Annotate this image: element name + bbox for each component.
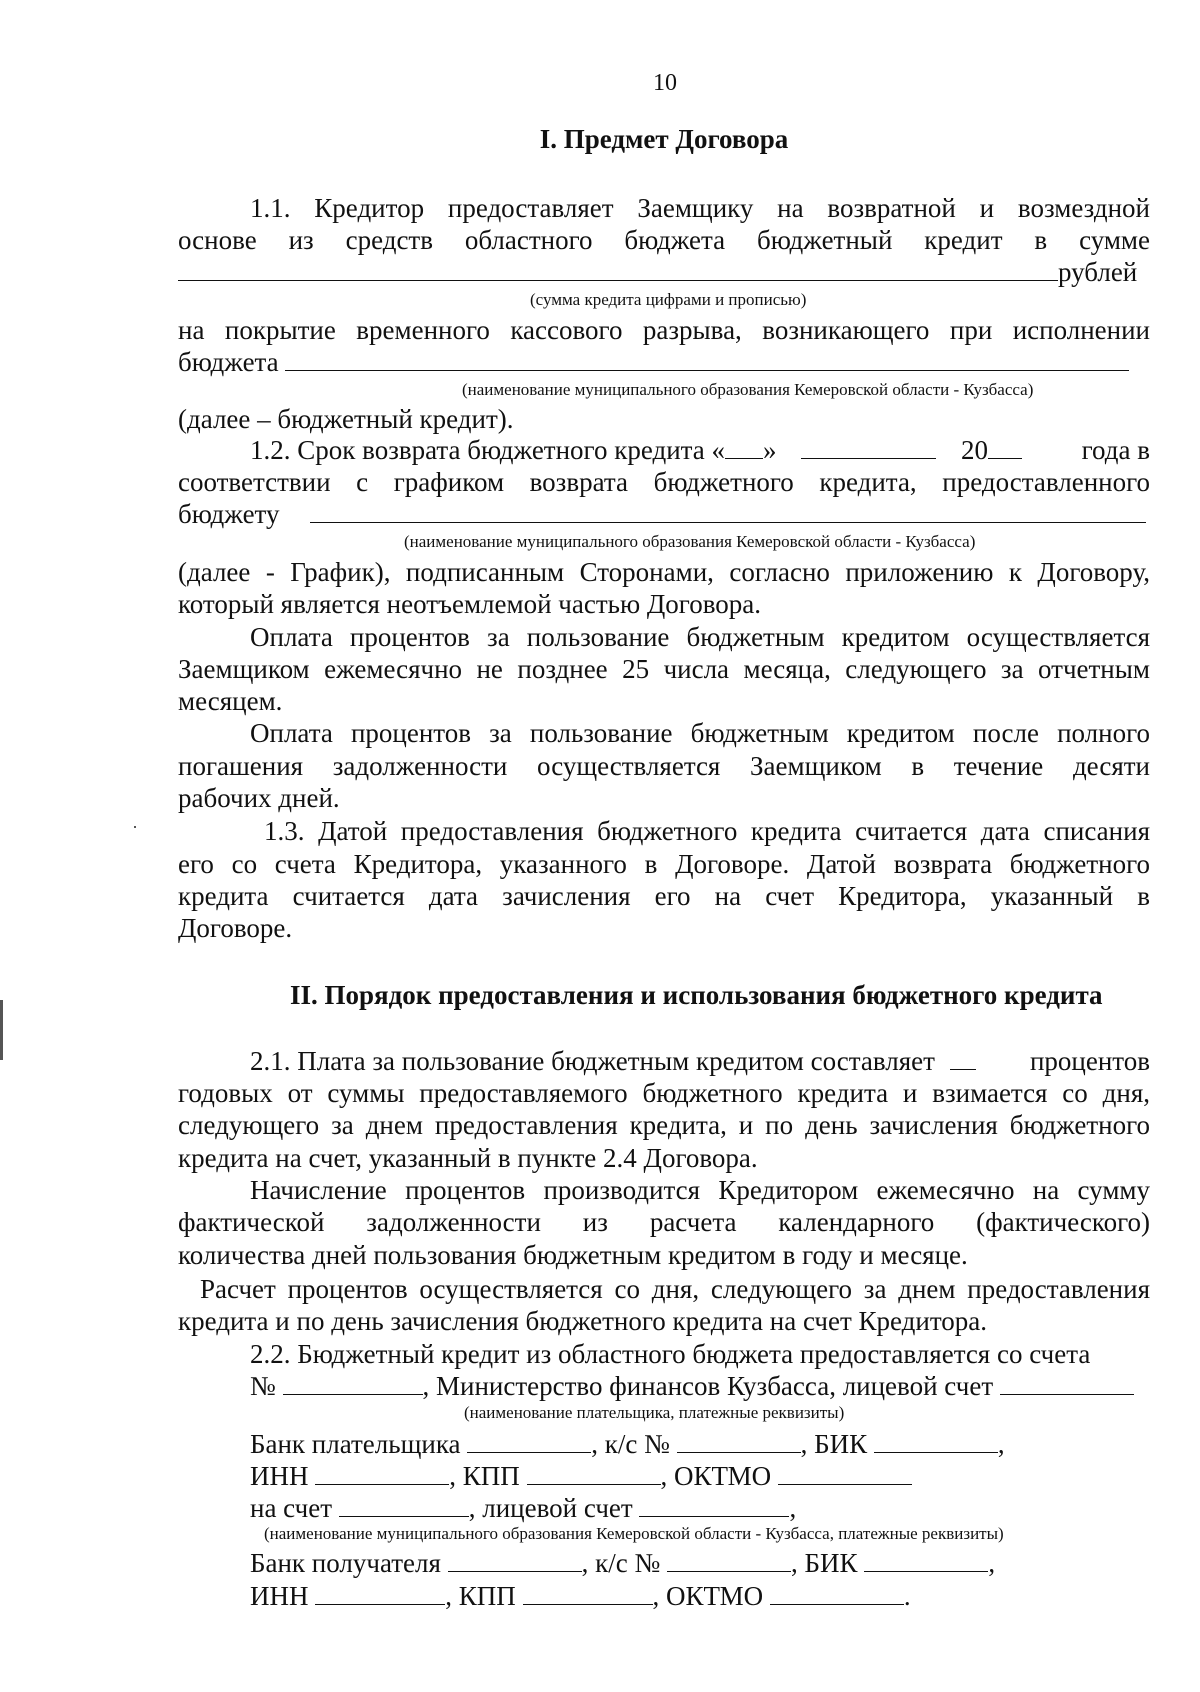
recipient-bank-label: Банк получателя bbox=[250, 1548, 441, 1578]
payer-oktmo-blank bbox=[778, 1462, 912, 1485]
recipient-oktmo-blank bbox=[770, 1582, 904, 1605]
para-1-5-line-1: 1.3. Датой предоставления бюджетного кредита считается дата списания bbox=[264, 816, 1150, 846]
para-1-1-line-6: (далее – бюджетный кредит). bbox=[178, 404, 514, 434]
para-1-1-line-4: на покрытие временного кассового разрыва, возникающего при исполнении bbox=[178, 315, 1150, 345]
payer-ks-label: , к/с № bbox=[591, 1429, 670, 1459]
recipient-comma: , bbox=[789, 1493, 797, 1523]
para-2-3-line-1: Расчет процентов осуществляется со дня, следующего за днем предоставления bbox=[200, 1274, 1150, 1304]
para-1-5-line-3: кредита считается дата зачисления его на счет Кредитора, указанный в bbox=[178, 881, 1150, 911]
payer-account-line bbox=[250, 1370, 1150, 1402]
recipient-comma-2: , bbox=[988, 1548, 996, 1578]
para-2-2-line-1: Начисление процентов производится Кредитором ежемесячно на сумму bbox=[250, 1175, 1150, 1205]
para-1-2-line-4: (далее - График), подписанным Сторонами, согласно приложению к Договору, bbox=[178, 557, 1150, 587]
para-1-4-line-2: погашения задолженности осуществляется Заемщиком в течение десяти bbox=[178, 751, 1150, 781]
payer-ks-blank bbox=[677, 1430, 801, 1453]
budget-blank bbox=[285, 348, 1129, 371]
payer-bank-line bbox=[250, 1428, 1150, 1460]
payer-bik-label: , БИК bbox=[800, 1429, 868, 1459]
recipient-oktmo-label: , ОКТМО bbox=[652, 1581, 764, 1611]
recipient-bank-blank bbox=[448, 1549, 582, 1572]
payer-personal-account-blank bbox=[1000, 1372, 1134, 1395]
recipient-kpp-label: , КПП bbox=[445, 1581, 516, 1611]
para-1-1-line-1: 1.1. Кредитор предоставляет Заемщику на возвратной и возмездной bbox=[250, 193, 1150, 223]
payer-inn-label: ИНН bbox=[250, 1461, 309, 1491]
section-1-heading: I. Предмет Договора bbox=[539, 124, 789, 154]
payer-bik-blank bbox=[874, 1430, 998, 1453]
para-1-2-line-5: который является неотъемлемой частью Договора. bbox=[178, 589, 761, 619]
year-blank bbox=[988, 436, 1022, 459]
term-label: 1.2. Срок возврата бюджетного кредита « bbox=[250, 435, 726, 465]
payer-inn-line bbox=[250, 1460, 1150, 1492]
para-1-5-line-2: его со счета Кредитора, указанного в Договоре. Датой возврата бюджетного bbox=[178, 849, 1150, 879]
para-2-1-line-4: кредита на счет, указанный в пункте 2.4 Договора. bbox=[178, 1143, 758, 1173]
budget-to-label: бюджету bbox=[178, 499, 280, 529]
recipient-bik-blank bbox=[864, 1549, 988, 1572]
percent-blank bbox=[950, 1047, 976, 1070]
number-sign: № bbox=[250, 1371, 276, 1401]
payer-bank-label: Банк плательщика bbox=[250, 1429, 461, 1459]
year-prefix: 20 bbox=[961, 435, 989, 465]
para-1-3-line-3: месяцем. bbox=[178, 686, 283, 716]
para-2-1-line-3: следующего за днем предоставления кредита, и по день зачисления бюджетного bbox=[178, 1110, 1150, 1140]
recipient-caption: (наименование муниципального образования Кемеровской области - Кузбасса, платежные реквизиты) bbox=[264, 1524, 1004, 1543]
percent-label: процентов bbox=[1029, 1046, 1150, 1076]
payer-caption: (наименование плательщика, платежные реквизиты) bbox=[464, 1403, 845, 1422]
para-1-2-line-2: соответствии с графиком возврата бюджетного кредита, предоставленного bbox=[178, 467, 1150, 497]
page-number: 10 bbox=[653, 70, 677, 96]
budget-to-blank bbox=[310, 500, 1146, 523]
scan-speck bbox=[134, 826, 136, 828]
amount-blank bbox=[178, 258, 1058, 281]
final-period: . bbox=[903, 1581, 911, 1611]
para-1-3-line-2: Заемщиком ежемесячно не позднее 25 числа месяца, следующего за отчетным bbox=[178, 654, 1150, 684]
to-account-label: на счет bbox=[250, 1493, 332, 1523]
scan-edge-mark bbox=[0, 1000, 3, 1060]
para-1-4-line-3: рабочих дней. bbox=[178, 783, 340, 813]
para-1-2-line-1 bbox=[250, 434, 1150, 466]
recipient-account-blank bbox=[339, 1494, 469, 1517]
municipal-caption-2: (наименование муниципального образования Кемеровской области - Кузбасса) bbox=[404, 532, 976, 551]
para-2-1-line-2: годовых от суммы предоставляемого бюджетного кредита и взимается со дня, bbox=[178, 1078, 1150, 1108]
amount-caption: (сумма кредита цифрами и прописью) bbox=[530, 290, 807, 309]
recipient-bik-label: , БИК bbox=[791, 1548, 858, 1578]
para-2-1-line-1 bbox=[250, 1045, 1150, 1077]
budget-label: бюджета bbox=[178, 347, 279, 377]
payer-inn-blank bbox=[315, 1462, 449, 1485]
municipal-caption-1: (наименование муниципального образования Кемеровской области - Кузбасса) bbox=[462, 380, 1034, 399]
payer-oktmo-label: , ОКТМО bbox=[660, 1461, 772, 1491]
year-suffix: года в bbox=[1081, 435, 1150, 465]
para-1-4-line-1: Оплата процентов за пользование бюджетным кредитом после полного bbox=[250, 718, 1150, 748]
ministry-label: , Министерство финансов Кузбасса, лицевой счет bbox=[422, 1371, 994, 1401]
recipient-personal-account-blank bbox=[639, 1494, 789, 1517]
recipient-ks-label: , к/с № bbox=[581, 1548, 661, 1578]
budget-to-line bbox=[178, 498, 1150, 530]
rubles-label: рублей bbox=[1058, 257, 1138, 287]
section-2-heading: II. Порядок предоставления и использования бюджетного кредита bbox=[290, 980, 1103, 1010]
month-blank bbox=[801, 436, 936, 459]
recipient-inn-line bbox=[250, 1580, 1150, 1612]
recipient-bank-line bbox=[250, 1547, 1150, 1579]
para-1-3-line-1: Оплата процентов за пользование бюджетным кредитом осуществляется bbox=[250, 622, 1150, 652]
fee-label: 2.1. Плата за пользование бюджетным кредитом составляет bbox=[250, 1046, 935, 1076]
para-2-4-line-1: 2.2. Бюджетный кредит из областного бюджета предоставляется со счета bbox=[250, 1339, 1091, 1369]
recipient-account-line bbox=[250, 1492, 1150, 1524]
recipient-ks-blank bbox=[667, 1549, 791, 1572]
recipient-kpp-blank bbox=[523, 1582, 653, 1605]
payer-bank-blank bbox=[467, 1430, 591, 1453]
recipient-inn-blank bbox=[315, 1582, 445, 1605]
quote-close: » bbox=[763, 435, 777, 465]
para-1-1-line-2: основе из средств областного бюджета бюджетный кредит в сумме bbox=[178, 225, 1150, 255]
para-2-2-line-2: фактической задолженности из расчета календарного (фактического) bbox=[178, 1207, 1150, 1237]
budget-line bbox=[178, 346, 1150, 378]
recipient-personal-account-label: , лицевой счет bbox=[468, 1493, 633, 1523]
payer-account-blank bbox=[283, 1372, 423, 1395]
amount-line bbox=[178, 256, 1150, 288]
recipient-inn-label: ИНН bbox=[250, 1581, 309, 1611]
para-1-5-line-4: Договоре. bbox=[178, 913, 293, 943]
para-2-3-line-2: кредита и по день зачисления бюджетного кредита на счет Кредитора. bbox=[178, 1306, 988, 1336]
payer-kpp-blank bbox=[527, 1462, 661, 1485]
payer-kpp-label: , КПП bbox=[449, 1461, 520, 1491]
payer-comma: , bbox=[997, 1429, 1005, 1459]
para-2-2-line-3: количества дней пользования бюджетным кредитом в году и месяце. bbox=[178, 1240, 968, 1270]
day-blank bbox=[725, 436, 763, 459]
